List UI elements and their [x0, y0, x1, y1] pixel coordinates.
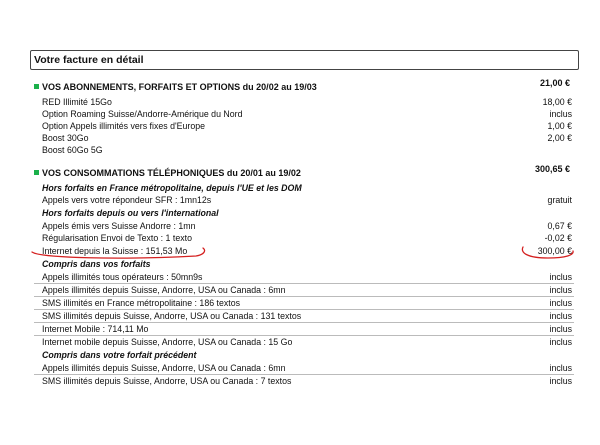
line-label: Internet Mobile : 714,11 Mo: [42, 324, 149, 334]
section-consumption: [34, 164, 570, 179]
line-item-highlighted: [42, 245, 572, 257]
line-item: [42, 310, 572, 322]
line-item: [42, 194, 572, 206]
section-title: VOS CONSOMMATIONS TÉLÉPHONIQUES du 20/01 au 19/02: [42, 168, 301, 178]
group-heading-label: Hors forfaits depuis ou vers l'international: [42, 208, 219, 218]
line-label: Boost 30Go: [42, 133, 89, 143]
line-label: Appels vers votre répondeur SFR : 1mn12s: [42, 195, 212, 205]
line-item: [42, 284, 572, 296]
line-item: [42, 144, 572, 156]
line-item: [42, 336, 572, 348]
invoice-detail-header: [30, 50, 579, 70]
line-item: [42, 132, 572, 144]
line-amount: 0,67 €: [547, 221, 572, 231]
line-item: [42, 375, 572, 387]
line-label: SMS illimités en France métropolitaine : 186 textos: [42, 298, 241, 308]
line-amount: inclus: [549, 311, 572, 321]
line-label: Boost 60Go 5G: [42, 145, 103, 155]
line-item: [42, 232, 572, 244]
line-amount: inclus: [549, 337, 572, 347]
line-item: [42, 96, 572, 108]
group-heading: [42, 182, 572, 194]
group-heading-label: Hors forfaits en France métropolitaine, depuis l'UE et les DOM: [42, 183, 302, 193]
line-item: [42, 362, 572, 374]
group-heading-label: Compris dans vos forfaits: [42, 259, 151, 269]
line-item: [42, 108, 572, 120]
line-amount: inclus: [549, 298, 572, 308]
invoice-detail-title: Votre facture en détail: [34, 54, 144, 66]
line-amount: inclus: [549, 363, 572, 373]
line-label: SMS illimités depuis Suisse, Andorre, USA ou Canada : 7 textos: [42, 376, 292, 386]
line-item: [42, 120, 572, 132]
line-item: [42, 271, 572, 283]
group-heading-label: Compris dans votre forfait précédent: [42, 350, 197, 360]
line-amount: inclus: [549, 285, 572, 295]
line-amount: inclus: [549, 376, 572, 386]
green-bullet-icon: [34, 170, 39, 175]
group-heading: [42, 258, 572, 270]
line-label: Appels illimités depuis Suisse, Andorre, USA ou Canada : 6mn: [42, 363, 286, 373]
line-label: Internet depuis la Suisse : 151,53 Mo: [42, 246, 188, 256]
line-amount: 2,00 €: [547, 133, 572, 143]
line-amount: 1,00 €: [547, 121, 572, 131]
green-bullet-icon: [34, 84, 39, 89]
line-label: Appels émis vers Suisse Andorre : 1mn: [42, 221, 196, 231]
line-label: Option Appels illimités vers fixes d'Europe: [42, 121, 206, 131]
section-title: VOS ABONNEMENTS, FORFAITS ET OPTIONS du 20/02 au 19/03: [42, 82, 317, 92]
line-label: Appels illimités depuis Suisse, Andorre, USA ou Canada : 6mn: [42, 285, 286, 295]
line-label: Régularisation Envoi de Texto : 1 texto: [42, 233, 192, 243]
line-amount: inclus: [549, 272, 572, 282]
line-item: [42, 220, 572, 232]
section-total: 21,00 €: [539, 78, 570, 88]
line-label: SMS illimités depuis Suisse, Andorre, USA ou Canada : 131 textos: [42, 311, 302, 321]
group-heading: [42, 349, 572, 361]
line-amount: inclus: [549, 324, 572, 334]
line-amount: 300,00 €: [537, 246, 572, 256]
line-item: [42, 297, 572, 309]
line-amount: gratuit: [547, 195, 572, 205]
group-heading: [42, 207, 572, 219]
section-total: 300,65 €: [534, 164, 570, 174]
line-label: RED Illimité 15Go: [42, 97, 112, 107]
line-amount: 18,00 €: [542, 97, 572, 107]
line-amount: inclus: [549, 109, 572, 119]
line-item: [42, 323, 572, 335]
section-subscriptions: [34, 78, 570, 93]
line-label: Appels illimités tous opérateurs : 50mn9s: [42, 272, 203, 282]
line-label: Internet mobile depuis Suisse, Andorre, USA ou Canada : 15 Go: [42, 337, 293, 347]
line-amount: -0,02 €: [544, 233, 572, 243]
line-label: Option Roaming Suisse/Andorre-Amérique du Nord: [42, 109, 243, 119]
